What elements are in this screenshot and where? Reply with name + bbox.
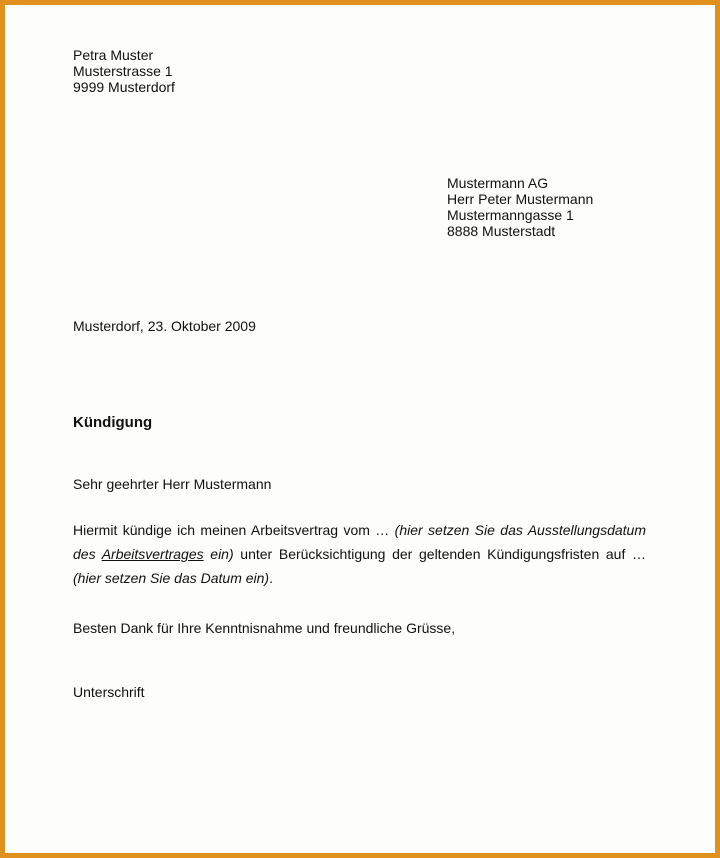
closing-line: Besten Dank für Ihre Kenntnisnahme und freundliche Grüsse, xyxy=(73,620,456,636)
letter-body xyxy=(73,518,646,590)
body-placeholder-2: (hier setzen Sie das Datum ein) xyxy=(73,570,270,586)
letter-page xyxy=(10,10,720,858)
body-placeholder-1: (hier setzen Sie das Ausstellungsdatum des xyxy=(73,522,647,562)
body-text-1: Hiermit kündige ich meinen Arbeitsvertrag vom … xyxy=(73,522,395,538)
recipient-company: Mustermann AG xyxy=(447,175,549,191)
sender-city: 9999 Musterdorf xyxy=(73,79,175,95)
sender-address xyxy=(73,47,175,95)
recipient-address xyxy=(447,175,593,239)
body-placeholder-underlined: Arbeitsvertrages xyxy=(101,546,204,562)
recipient-person: Herr Peter Mustermann xyxy=(447,191,594,207)
date-line: Musterdorf, 23. Oktober 2009 xyxy=(73,318,256,334)
body-text-2: unter Berücksichtigung der geltenden Kündigungsfristen auf … xyxy=(233,546,646,562)
sender-street: Musterstrasse 1 xyxy=(73,63,173,79)
body-placeholder-1-end: ein) xyxy=(203,546,234,562)
body-text-end: . xyxy=(269,570,273,586)
recipient-street: Mustermanngasse 1 xyxy=(447,207,574,223)
sender-name: Petra Muster xyxy=(73,47,154,63)
salutation: Sehr geehrter Herr Mustermann xyxy=(73,476,272,492)
signature-label: Unterschrift xyxy=(73,684,145,700)
recipient-city: 8888 Musterstadt xyxy=(447,223,556,239)
letter-subject: Kündigung xyxy=(73,414,153,431)
